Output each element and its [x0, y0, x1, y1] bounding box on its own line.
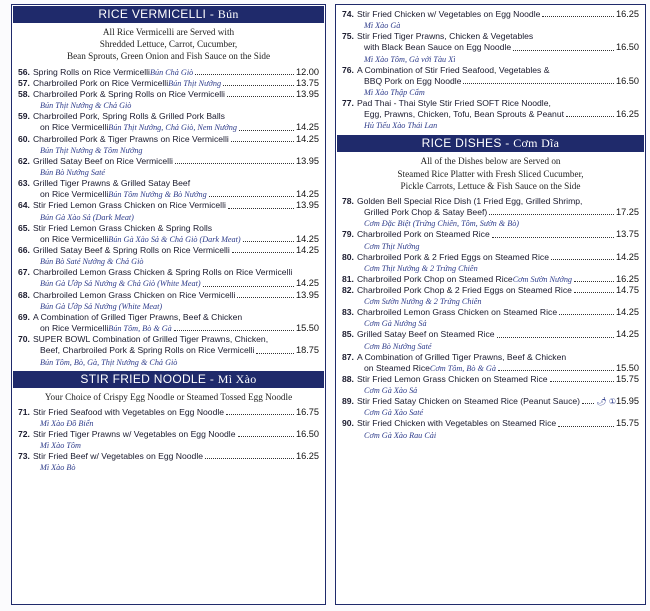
item-name: Charbroiled Lemon Grass Chicken on Steamed Rice — [356, 307, 558, 318]
dot-leader — [195, 74, 294, 75]
dot-leader — [226, 414, 294, 415]
item-row — [342, 285, 639, 296]
item-name: Stir Fried Beef w/ Vegetables on Egg Noodle — [32, 451, 204, 462]
dot-leader — [237, 297, 294, 298]
section-title: RICE VERMICELLI - — [98, 7, 218, 21]
section-title: RICE DISHES - — [421, 136, 514, 151]
item-price: 15.50 — [616, 362, 639, 373]
item-vietnamese-name: Bún Gà Ướp Sả Nướng & Chả Giò (White Meat) — [40, 279, 201, 289]
item-vietnamese-name: Cơm Sườn Nướng — [512, 274, 573, 284]
spicy-icon: 🌶 ① — [596, 397, 616, 407]
item-number: 77. — [342, 98, 354, 109]
noodle-banner — [13, 371, 324, 388]
item-price: 13.95 — [296, 289, 319, 300]
item-row — [18, 78, 319, 89]
dot-leader — [513, 50, 614, 51]
item-price: 14.25 — [296, 278, 319, 289]
dot-leader — [174, 330, 294, 331]
item-number: 68. — [18, 289, 30, 300]
item-name-cont: with Black Bean Sauce on Egg Noodle — [364, 42, 512, 53]
item-price: 16.50 — [616, 75, 639, 86]
item-number: 75. — [342, 31, 354, 42]
menu-item — [342, 274, 639, 285]
dot-leader — [497, 337, 614, 338]
item-name: Spring Rolls on Rice Vermicelli — [32, 66, 150, 77]
item-row — [18, 451, 319, 462]
item-row — [18, 407, 319, 418]
item-vietnamese-name: Hủ Tiếu Xào Thái Lan — [364, 121, 438, 131]
item-price: 13.95 — [296, 89, 319, 100]
item-vietnamese-name: Bún Thịt Nướng, Chả Giò, Nem Nướng — [108, 123, 237, 133]
item-number: 76. — [342, 64, 354, 75]
menu-item — [18, 67, 319, 78]
item-name: SUPER BOWL Combination of Grilled Tiger Prawns, Chicken, — [32, 334, 269, 345]
item-number: 69. — [18, 311, 30, 322]
menu-item — [342, 229, 639, 251]
noodle-list-continued — [336, 5, 645, 131]
dot-leader — [574, 292, 614, 293]
item-name: Stir Fried Seafood with Vegetables on Egg Noodle — [32, 406, 225, 417]
item-price: 13.75 — [296, 77, 319, 88]
intro-line: Bean Sprouts, Green Onion and Fish Sauce on the Side — [66, 51, 271, 62]
item-vietnamese-name: Cơm Thịt Nướng & 2 Trứng Chiên — [364, 263, 478, 273]
dot-leader — [256, 353, 294, 354]
item-vietnamese-name: Bún Tôm Nướng & Bò Nướng — [108, 190, 207, 200]
item-name-line — [342, 196, 639, 207]
item-row — [18, 245, 319, 256]
item-row — [342, 329, 639, 340]
item-row — [342, 307, 639, 318]
item-number: 62. — [18, 155, 30, 166]
item-name: Charbroiled Lemon Grass Chicken on Rice Vermicelli — [32, 289, 236, 300]
item-name: A Combination of Grilled Tiger Prawns, Beef & Chicken — [356, 351, 567, 362]
item-number: 83. — [342, 307, 354, 318]
dot-leader — [489, 214, 614, 215]
item-price: 13.75 — [616, 229, 639, 240]
item-name: Stir Fried Chicken with Vegetables on Steamed Rice — [356, 418, 557, 429]
noodle-list — [12, 407, 325, 474]
item-vietnamese-name: Bún Gà Xào Sả (Dark Meat) — [40, 212, 134, 222]
dot-leader — [582, 403, 594, 404]
item-number: 80. — [342, 251, 354, 262]
menu-item — [18, 429, 319, 451]
item-price-line — [18, 122, 319, 133]
item-price-line — [18, 278, 319, 289]
item-name: A Combination of Grilled Tiger Prawns, Beef & Chicken — [32, 311, 243, 322]
menu-item — [342, 252, 639, 274]
item-vietnamese-name: Bún Bò Nướng Saté — [40, 168, 106, 178]
item-row — [342, 229, 639, 240]
dot-leader — [209, 196, 294, 197]
item-name: Grilled Satay Beef & Spring Rolls on Rice Vermicelli — [32, 245, 230, 256]
menu-item — [18, 334, 319, 367]
item-name: Charbroiled Pork & 2 Fried Eggs on Steamed Rice — [356, 251, 549, 262]
item-number: 59. — [18, 111, 30, 122]
dot-leader — [463, 83, 614, 84]
menu-item — [18, 245, 319, 267]
item-row — [18, 290, 319, 301]
item-name: A Combination of Stir Fried Seafood, Vegetables & — [356, 64, 550, 75]
item-price: 16.25 — [616, 9, 639, 19]
menu-item — [342, 352, 639, 374]
item-name-line — [18, 223, 319, 234]
item-price: 16.25 — [616, 109, 639, 120]
left-column — [11, 4, 326, 605]
menu-item — [18, 407, 319, 429]
item-number: 81. — [342, 273, 354, 284]
menu-item — [18, 200, 319, 222]
item-row — [342, 396, 639, 407]
right-column — [335, 4, 646, 605]
item-vietnamese-name: Bún Thịt Nướng & Tôm Nướng — [40, 145, 143, 155]
section-title-vi: Bún — [217, 7, 239, 21]
item-price-line — [18, 323, 319, 334]
item-vietnamese-name: Bún Tôm, Bò & Gà — [108, 324, 172, 334]
menu-item — [18, 111, 319, 133]
rice-banner — [337, 135, 644, 152]
item-name: Charbroiled Pork Chop on Steamed Rice — [356, 273, 513, 284]
dot-leader — [227, 96, 294, 97]
item-vietnamese-name: Cơm Bò Nướng Saté — [364, 341, 432, 351]
item-price: 13.95 — [296, 155, 319, 166]
dot-leader — [498, 370, 614, 371]
menu-item — [342, 98, 639, 131]
item-name: Charbroiled Pork on Rice Vermicelli — [32, 77, 169, 88]
item-name-line — [18, 111, 319, 122]
item-name-line — [342, 65, 639, 76]
item-name-cont: Egg, Prawns, Chicken, Tofu, Bean Sprouts & Peanut — [364, 109, 565, 120]
item-number: 58. — [18, 89, 30, 100]
item-row — [18, 67, 319, 78]
item-number: 71. — [18, 406, 30, 417]
item-price: 17.25 — [616, 207, 639, 218]
item-vietnamese-name: Bún Thịt Nướng — [168, 78, 222, 88]
item-name-line — [18, 334, 319, 345]
item-price-line — [342, 42, 639, 53]
dot-leader — [559, 314, 614, 315]
menu-item — [18, 156, 319, 178]
menu-item — [18, 451, 319, 473]
item-price: 16.50 — [616, 42, 639, 53]
dot-leader — [205, 458, 294, 459]
item-number: 88. — [342, 374, 354, 385]
menu-item — [18, 290, 319, 312]
item-row — [18, 200, 319, 211]
dot-leader — [203, 286, 294, 287]
item-row — [342, 252, 639, 263]
dot-leader — [574, 281, 614, 282]
item-price: 14.25 — [296, 233, 319, 244]
item-name: Stir Fried Chicken w/ Vegetables on Egg Noodle — [356, 9, 541, 19]
item-name: Grilled Satay Beef on Rice Vermicelli — [32, 155, 173, 166]
dot-leader — [551, 259, 614, 260]
menu-item — [18, 312, 319, 334]
dot-leader — [232, 252, 294, 253]
item-price-line — [342, 207, 639, 218]
vermicelli-list — [12, 67, 325, 368]
item-price-line — [18, 345, 319, 356]
item-number: 60. — [18, 133, 30, 144]
item-row — [18, 429, 319, 440]
dot-leader — [243, 241, 294, 242]
item-price-line — [342, 363, 639, 374]
item-vietnamese-name: Bún Thịt Nướng & Chả Giò — [40, 101, 132, 111]
item-vietnamese-name: Mì Xào Tôm, Gà với Tàu Xì — [364, 54, 456, 64]
item-name: Golden Bell Special Rice Dish (1 Fried Egg, Grilled Shrimp, — [356, 196, 583, 207]
item-number: 89. — [342, 396, 354, 407]
item-name-cont: Grilled Pork Chop & Satay Beef) — [364, 207, 488, 218]
item-row — [18, 156, 319, 167]
item-number: 66. — [18, 245, 30, 256]
item-number: 65. — [18, 222, 30, 233]
menu-item — [342, 396, 639, 418]
item-number: 85. — [342, 329, 354, 340]
item-row — [342, 418, 639, 429]
intro-line: Shredded Lettuce, Carrot, Cucumber, — [99, 39, 238, 50]
item-number: 63. — [18, 178, 30, 189]
item-vietnamese-name: Mì Xào Tôm — [40, 441, 81, 451]
dot-leader — [492, 237, 614, 238]
menu-item — [342, 329, 639, 351]
dot-leader — [550, 381, 614, 382]
rice-intro — [336, 153, 645, 196]
menu-item — [342, 418, 639, 440]
dot-leader — [238, 436, 295, 437]
item-vietnamese-name: Mì Xào Đồ Biển — [40, 419, 94, 429]
item-name-line — [18, 312, 319, 323]
item-vietnamese-name: Cơm Gà Nướng Sả — [364, 319, 427, 329]
item-vietnamese-name: Cơm Thịt Nướng — [364, 241, 420, 251]
item-number: 73. — [18, 451, 30, 462]
item-price-line — [342, 76, 639, 87]
item-name: Grilled Tiger Prawns & Grilled Satay Beef — [32, 178, 191, 189]
section-title: STIR FRIED NOODLE - — [80, 371, 218, 386]
menu-item — [18, 267, 319, 289]
item-name-cont: Beef, Charbroiled Pork & Spring Rolls on Rice Vermicelli — [40, 345, 255, 356]
item-number: 57. — [18, 77, 30, 88]
item-row — [342, 374, 639, 385]
item-price: 14.25 — [616, 251, 639, 262]
item-row — [342, 9, 639, 20]
dot-leader — [239, 130, 294, 131]
menu-item — [342, 65, 639, 98]
item-vietnamese-name: Cơm Gà Xào Sả — [364, 386, 418, 396]
item-vietnamese-name: Bún Bò Saté Nướng & Chả Giò — [40, 257, 144, 267]
item-name: Stir Fried Lemon Grass Chicken on Steamed Rice — [356, 374, 548, 385]
item-vietnamese-name: Mì Xào Bò — [40, 463, 76, 473]
item-price: 14.25 — [296, 245, 319, 256]
item-number: 70. — [18, 334, 30, 345]
item-name: Grilled Satay Beef on Steamed Rice — [356, 329, 495, 340]
menu-item — [342, 374, 639, 396]
item-name: Charbroiled Pork Chop & 2 Fried Eggs on Steamed Rice — [356, 285, 572, 296]
item-price: 12.00 — [296, 66, 319, 77]
item-price: 15.50 — [296, 323, 319, 334]
item-vietnamese-name: Bún Gà Ướp Sả Nướng (White Meat) — [40, 301, 163, 311]
item-number: 90. — [342, 418, 354, 429]
item-price: 15.95 — [616, 396, 639, 407]
item-name: Stir Fried Lemon Grass Chicken on Rice Vermicelli — [32, 200, 226, 211]
rice-list — [336, 196, 645, 441]
item-price: 14.25 — [296, 122, 319, 133]
item-name-cont: on Rice Vermicelli — [40, 189, 109, 200]
menu-item — [18, 134, 319, 156]
intro-line: All of the Dishes below are Served on — [420, 156, 561, 167]
item-price: 14.25 — [616, 329, 639, 340]
dot-leader — [228, 208, 294, 209]
item-name: Pad Thai - Thai Style Stir Fried SOFT Rice Noodle, — [356, 98, 551, 109]
item-number: 67. — [18, 267, 30, 278]
dot-leader — [231, 141, 294, 142]
item-number: 78. — [342, 196, 354, 207]
dot-leader — [223, 85, 294, 86]
item-name-cont: on Rice Vermicelli — [40, 323, 109, 334]
menu-item — [342, 285, 639, 307]
item-number: 64. — [18, 200, 30, 211]
item-number: 56. — [18, 66, 30, 77]
item-number: 79. — [342, 229, 354, 240]
item-name-cont: on Rice Vermicelli — [40, 233, 109, 244]
item-name: Stir Fried Satay Chicken on Steamed Rice (Peanut Sauce) — [356, 396, 581, 407]
item-price-line — [342, 109, 639, 120]
item-price: 13.95 — [296, 200, 319, 211]
menu-item — [342, 307, 639, 329]
item-price-line — [18, 189, 319, 200]
item-name-cont: BBQ Pork on Egg Noodle — [364, 75, 462, 86]
item-vietnamese-name: Bún Tôm, Bò, Gà, Thịt Nướng & Chả Giò — [40, 357, 178, 367]
item-row — [18, 134, 319, 145]
item-name: Stir Fried Lemon Grass Chicken & Spring Rolls — [32, 222, 213, 233]
item-row — [18, 89, 319, 100]
item-name: Stir Fried Tiger Prawns w/ Vegetables on Egg Noodle — [32, 429, 236, 440]
item-number: 72. — [18, 429, 30, 440]
menu-item — [18, 178, 319, 200]
item-price: 14.25 — [296, 189, 319, 200]
item-name-line — [18, 267, 319, 278]
menu-item — [342, 196, 639, 229]
intro-line: Your Choice of Crispy Egg Noodle or Steamed Tossed Egg Noodle — [44, 391, 293, 402]
item-name: Charbroiled Lemon Grass Chicken & Spring Rolls on Rice Vermicelli — [32, 267, 293, 278]
item-price-line — [18, 234, 319, 245]
menu-item — [342, 31, 639, 64]
item-row — [342, 274, 639, 285]
item-vietnamese-name: Cơm Tôm, Bò & Gà — [429, 363, 496, 373]
item-vietnamese-name: Cơm Gà Xào Rau Cải — [364, 430, 437, 440]
menu-item — [18, 89, 319, 111]
item-number: 87. — [342, 351, 354, 362]
item-name: Charbroiled Pork, Spring Rolls & Grilled Pork Balls — [32, 111, 225, 122]
item-name: Stir Fried Tiger Prawns, Chicken & Vegetables — [356, 31, 534, 42]
item-vietnamese-name: Mì Xào Thập Cẩm — [364, 88, 425, 98]
dot-leader — [542, 16, 614, 17]
menu-item — [18, 223, 319, 245]
item-vietnamese-name: Bún Chả Giò — [149, 67, 194, 77]
item-price: 16.50 — [296, 429, 319, 440]
noodle-intro — [12, 389, 325, 407]
dot-leader — [566, 116, 614, 117]
item-name-line — [342, 98, 639, 109]
item-vietnamese-name: Cơm Đặc Biệt (Trứng Chiên, Tôm, Sườn & Bò) — [364, 219, 520, 229]
item-name: Charbroiled Pork & Spring Rolls on Rice Vermicelli — [32, 89, 225, 100]
item-name-line — [342, 31, 639, 42]
vermicelli-intro — [12, 24, 325, 67]
intro-line: Pickle Carrots, Lettuce & Fish Sauce on the Side — [400, 180, 581, 191]
item-name-cont: on Rice Vermicelli — [40, 122, 109, 133]
item-price: 16.75 — [296, 406, 319, 417]
item-name-cont: on Steamed Rice — [364, 362, 430, 373]
vermicelli-banner — [13, 6, 324, 23]
item-name: Charbroiled Pork on Steamed Rice — [356, 229, 490, 240]
item-name: Charbroiled Pork & Tiger Prawns on Rice Vermicelli — [32, 133, 229, 144]
item-price: 14.75 — [616, 285, 639, 296]
item-number: 74. — [342, 9, 354, 19]
menu-item — [18, 78, 319, 89]
section-title-vi: Cơm Dĩa — [513, 136, 560, 151]
item-name-line — [18, 178, 319, 189]
item-vietnamese-name: Cơm Sườn Nướng & 2 Trứng Chiên — [364, 297, 482, 307]
item-vietnamese-name: Bún Gà Xào Sả & Chả Giò (Dark Meat) — [108, 234, 241, 244]
dot-leader — [175, 163, 294, 164]
item-price: 16.25 — [296, 451, 319, 462]
intro-line: All Rice Vermicelli are Served with — [102, 27, 235, 37]
item-price: 18.75 — [296, 345, 319, 356]
item-price: 16.25 — [616, 273, 639, 284]
item-price: 14.25 — [296, 133, 319, 144]
section-title-vi: Mì Xào — [217, 371, 257, 386]
item-name-line — [342, 352, 639, 363]
item-price: 14.25 — [616, 307, 639, 318]
dot-leader — [558, 426, 614, 427]
item-number: 82. — [342, 285, 354, 296]
item-vietnamese-name: Mì Xào Gà — [364, 21, 401, 31]
item-vietnamese-name: Cơm Gà Xào Saté — [364, 408, 424, 418]
menu-item — [342, 9, 639, 31]
item-price: 15.75 — [616, 418, 639, 429]
item-price: 15.75 — [616, 374, 639, 385]
intro-line: Steamed Rice Platter with Fresh Sliced Cucumber, — [397, 168, 584, 179]
